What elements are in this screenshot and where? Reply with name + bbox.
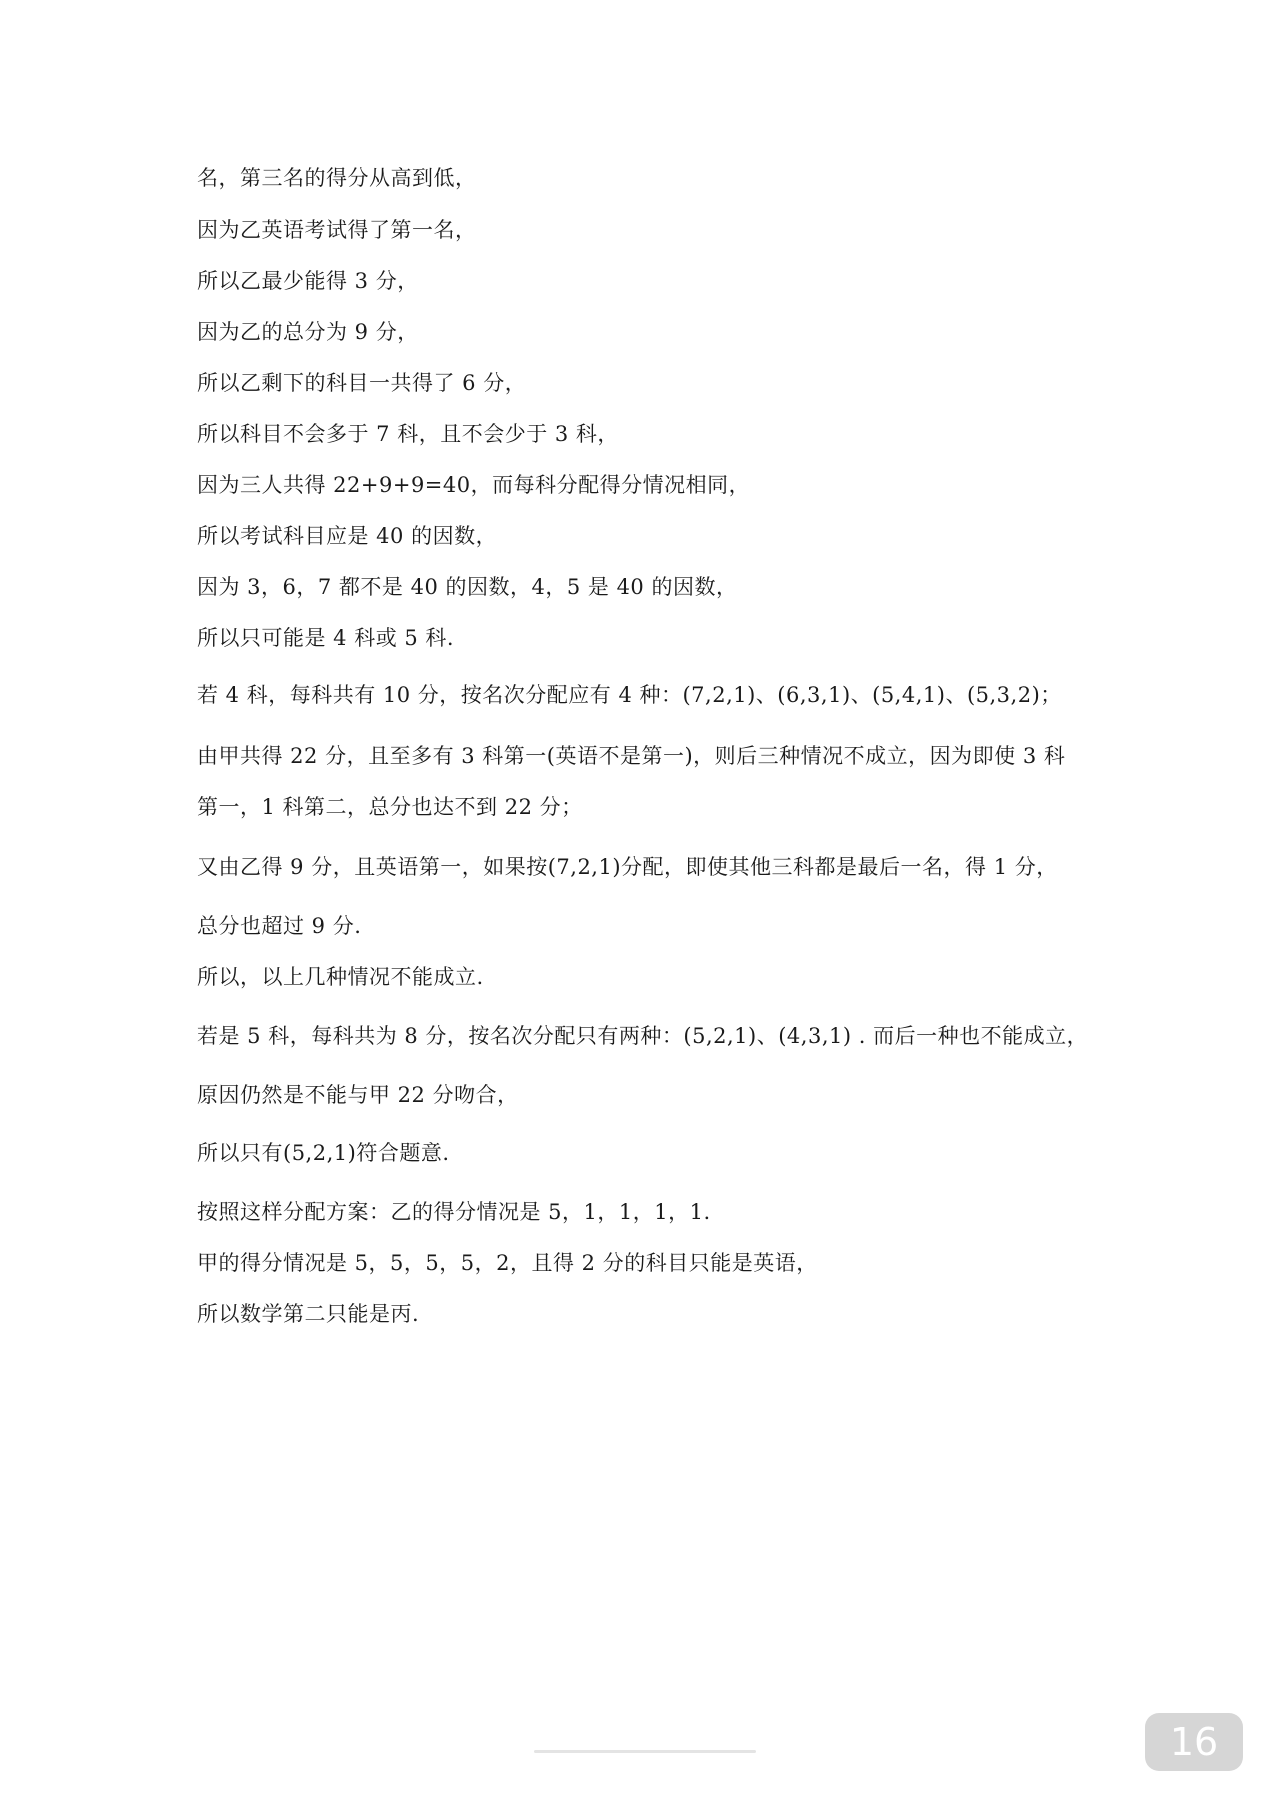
text-line: 因为三人共得 22+9+9=40，而每科分配得分情况相同， (197, 473, 751, 497)
text-line: 所以只可能是 4 科或 5 科. (197, 626, 455, 650)
page-number-badge: 16 (1145, 1713, 1243, 1771)
text-line: 又由乙得 9 分，且英语第一，如果按(7,2,1)分配，即使其他三科都是最后一名，得 1 分， (197, 855, 1058, 879)
text-line: 第一，1 科第二，总分也达不到 22 分； (197, 795, 583, 819)
text-line: 名，第三名的得分从高到低， (197, 166, 477, 190)
text-line: 所以乙最少能得 3 分， (197, 269, 419, 293)
text-line: 所以，以上几种情况不能成立. (197, 965, 484, 989)
text-line: 原因仍然是不能与甲 22 分吻合， (197, 1083, 519, 1107)
text-line: 所以乙剩下的科目一共得了 6 分， (197, 371, 527, 395)
text-line: 因为 3，6，7 都不是 40 的因数，4，5 是 40 的因数， (197, 575, 738, 599)
text-line: 因为乙英语考试得了第一名， (197, 218, 477, 242)
text-line: 所以考试科目应是 40 的因数， (197, 524, 498, 548)
text-line: 若 4 科，每科共有 10 分，按名次分配应有 4 种：(7,2,1)、(6,3,1)、(5,4,1)、(5,3,2)； (197, 683, 1062, 707)
text-line: 所以数学第二只能是丙. (197, 1302, 420, 1326)
text-line: 若是 5 科，每科共为 8 分，按名次分配只有两种：(5,2,1)、(4,3,1) . 而后一种也不能成立， (197, 1024, 1089, 1048)
text-line: 因为乙的总分为 9 分， (197, 320, 419, 344)
text-line: 所以只有(5,2,1)符合题意. (197, 1141, 450, 1165)
text-line: 总分也超过 9 分. (197, 914, 362, 938)
text-line: 甲的得分情况是 5，5，5，5，2，且得 2 分的科目只能是英语， (197, 1251, 818, 1275)
text-line: 所以科目不会多于 7 科，且不会少于 3 科， (197, 422, 619, 446)
text-line: 由甲共得 22 分，且至多有 3 科第一(英语不是第一)，则后三种情况不成立，因为即使 3 科 (197, 744, 1066, 768)
home-indicator (534, 1750, 756, 1753)
text-line: 按照这样分配方案：乙的得分情况是 5，1，1，1，1. (197, 1200, 711, 1224)
